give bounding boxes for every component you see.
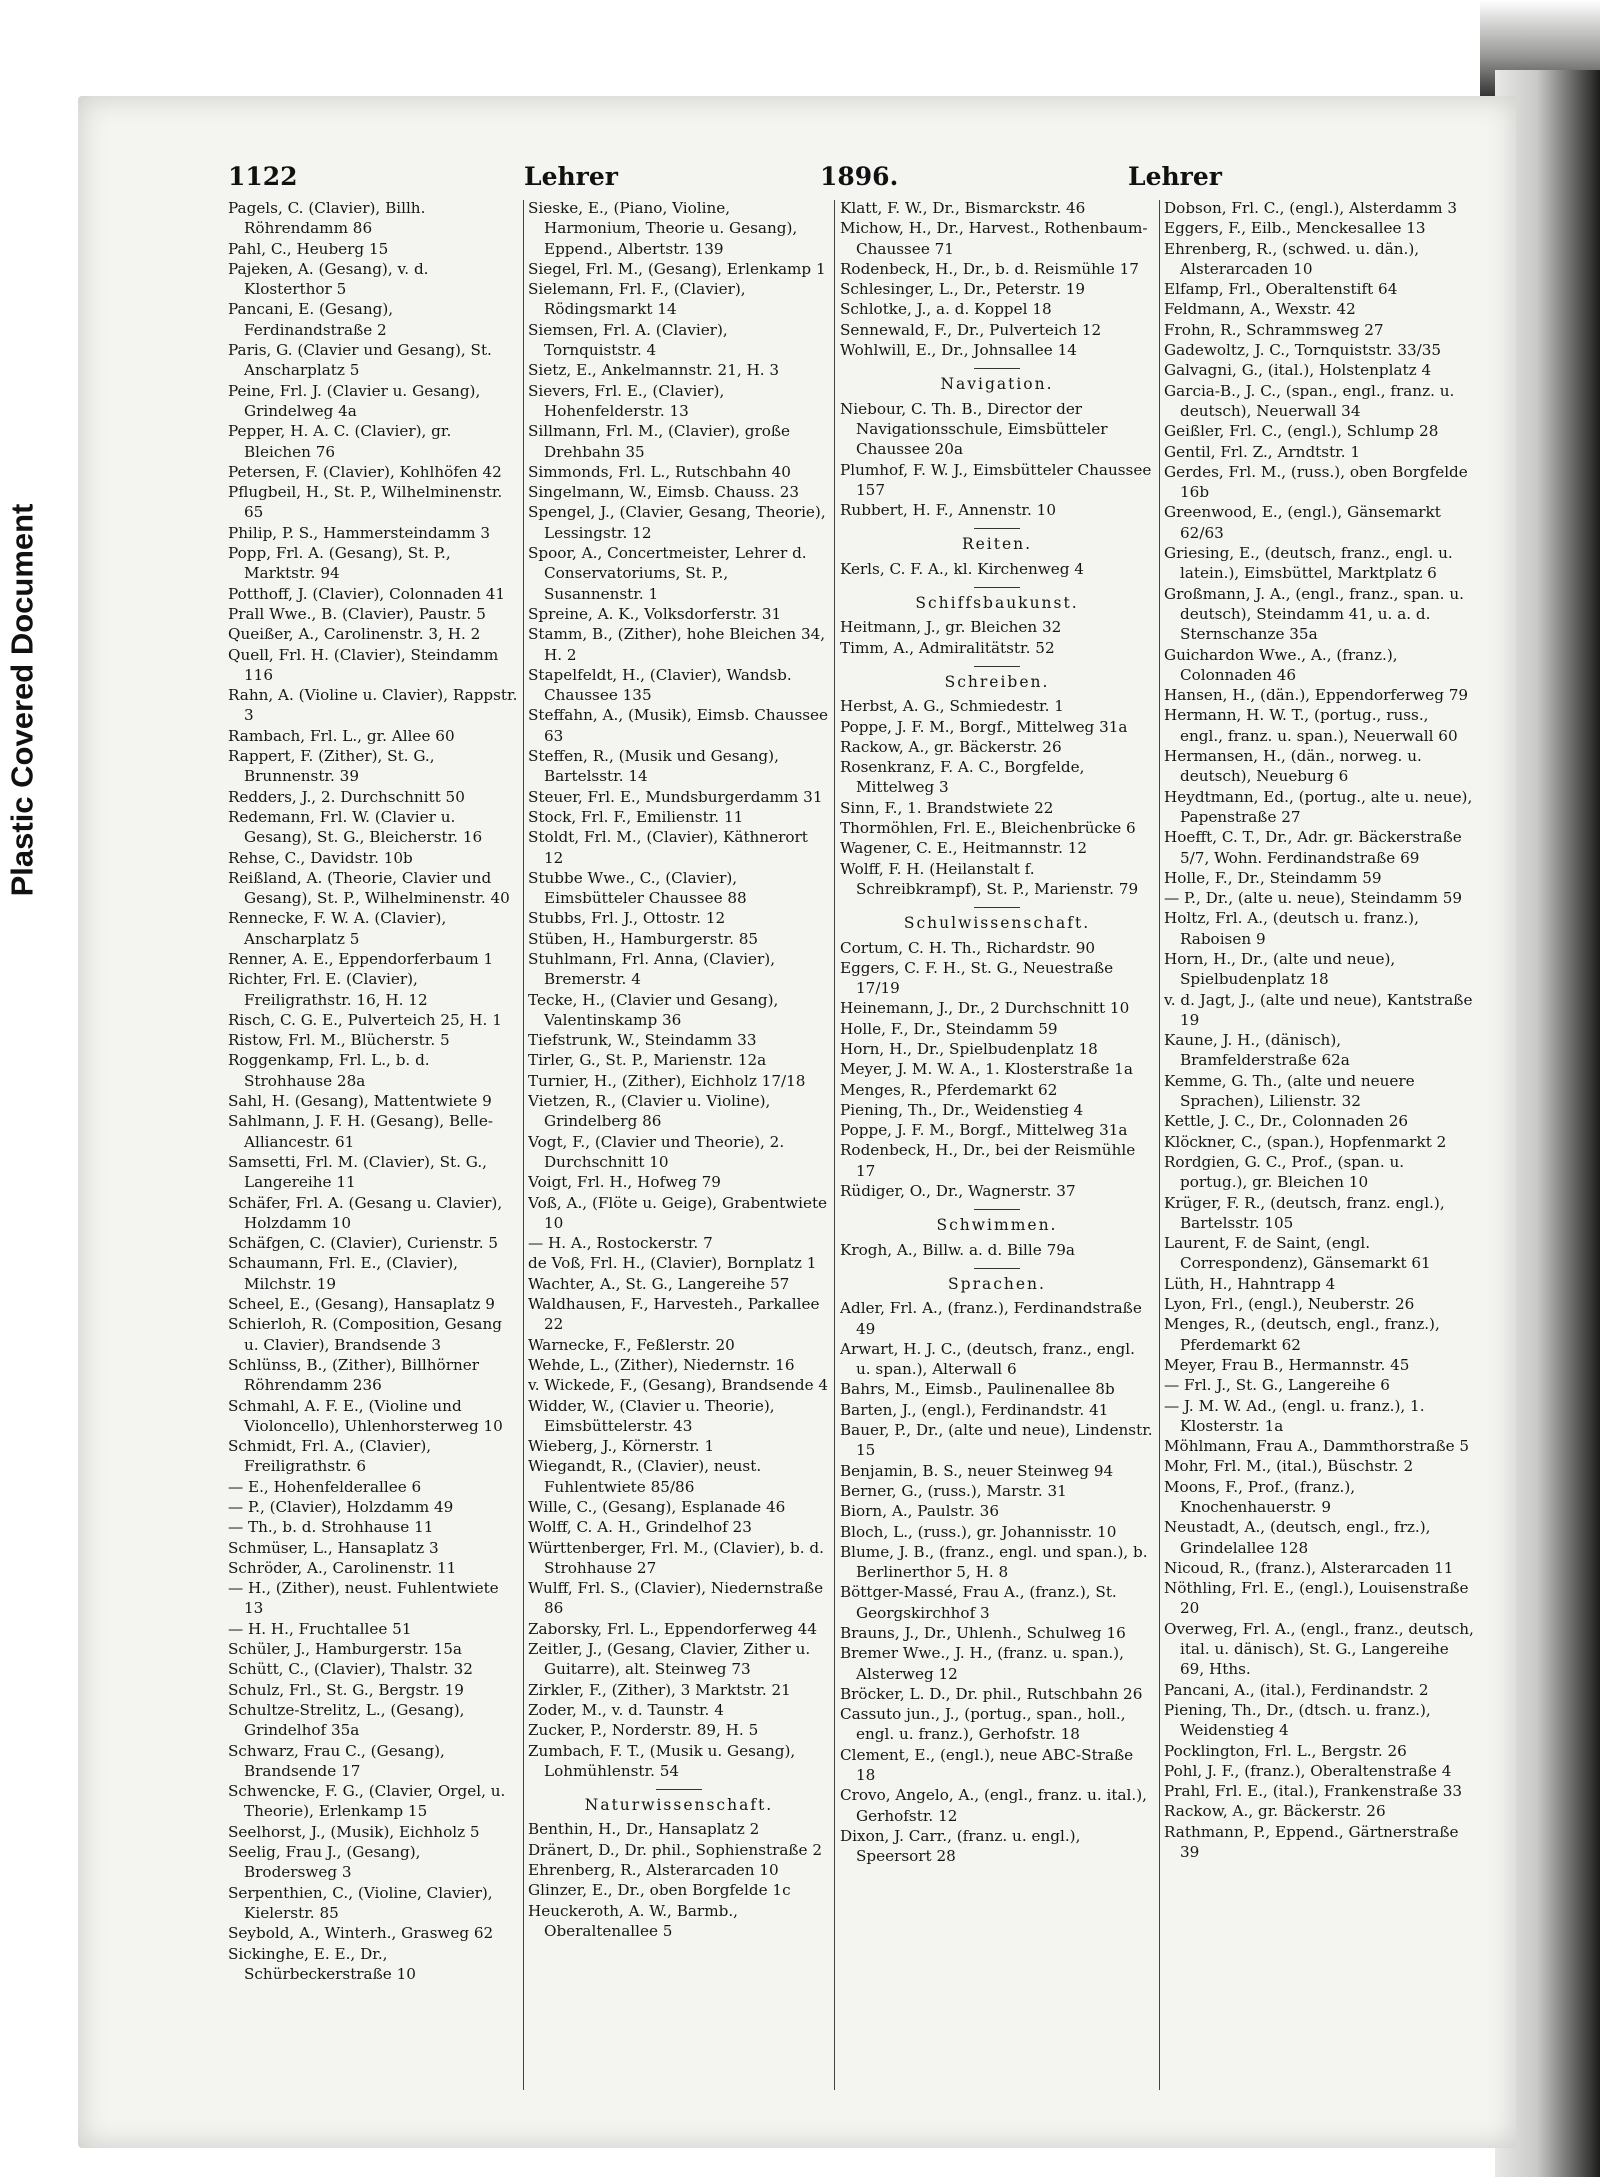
directory-entry: Stock, Frl. F., Emilienstr. 11 — [528, 807, 744, 826]
section-heading: Sprachen. — [840, 1268, 1154, 1294]
directory-entry: Richter, Frl. E. (Clavier), Freiligrathstr. 16, H. 12 — [228, 970, 428, 1009]
directory-entry: Seybold, A., Winterh., Grasweg 62 — [228, 1924, 494, 1943]
directory-entry: Stubbe Wwe., C., (Clavier), Eimsbütteler Chaussee 88 — [528, 868, 747, 908]
directory-entry: Schlotke, J., a. d. Koppel 18 — [840, 300, 1052, 319]
directory-entry: Rordgien, G. C., Prof., (span. u. portug.), gr. Bleichen 10 — [1164, 1152, 1405, 1192]
directory-entry: Vogt, F., (Clavier und Theorie), 2. Durchschnitt 10 — [528, 1132, 785, 1171]
directory-entry: Hoefft, C. T., Dr., Adr. gr. Bäckerstraße 5/7, Wohn. Ferdinandstraße 69 — [1164, 828, 1462, 867]
directory-entry: Bremer Wwe., J. H., (franz. u. span.), Alsterweg 12 — [840, 1644, 1124, 1683]
directory-entry: Pflugbeil, H., St. P., Wilhelminenstr. 65 — [228, 483, 503, 522]
directory-entry: Wolff, C. A. H., Grindelhof 23 — [528, 1518, 752, 1537]
directory-entry: Frohn, R., Schrammsweg 27 — [1164, 320, 1384, 339]
directory-entry: Krüger, F. R., (deutsch, franz. engl.), Bartelsstr. 105 — [1164, 1193, 1445, 1232]
directory-entry: Schwencke, F. G., (Clavier, Orgel, u. Theorie), Erlenkamp 15 — [228, 1782, 506, 1821]
directory-entry: Rathmann, P., Eppend., Gärtnerstraße 39 — [1164, 1822, 1459, 1862]
directory-entry: Cortum, C. H. Th., Richardstr. 90 — [840, 938, 1096, 957]
directory-entry: Plumhof, F. W. J., Eimsbütteler Chaussee 157 — [840, 460, 1152, 499]
directory-entry: Pajeken, A. (Gesang), v. d. Klosterthor 5 — [228, 259, 429, 299]
directory-entry: Ristow, Frl. M., Blücherstr. 5 — [228, 1031, 450, 1050]
directory-entry: Thormöhlen, Frl. E., Bleichenbrücke 6 — [840, 819, 1136, 838]
section-heading: Naturwissenschaft. — [528, 1789, 830, 1815]
column-divider — [1159, 200, 1160, 2090]
directory-entry: Zaborsky, Frl. L., Eppendorferweg 44 — [528, 1619, 817, 1638]
directory-entry: Pancani, E. (Gesang), Ferdinandstraße 2 — [228, 300, 394, 339]
directory-entry: Pagels, C. (Clavier), Billh. Röhrendamm 86 — [228, 199, 426, 238]
column-divider — [834, 200, 835, 2090]
directory-entry: Wehde, L., (Zither), Niedernstr. 16 — [528, 1355, 795, 1374]
directory-entry: Griesing, E., (deutsch, franz., engl. u. latein.), Eimsbüttel, Marktplatz 6 — [1164, 544, 1453, 583]
directory-entry: — P., Dr., (alte u. neue), Steindamm 59 — [1164, 889, 1463, 908]
directory-entry: Sietz, E., Ankelmannstr. 21, H. 3 — [528, 361, 780, 380]
header-right-title: Lehrer — [1128, 162, 1222, 191]
directory-entry: Biorn, A., Paulstr. 36 — [840, 1502, 1000, 1521]
directory-entry: Seelig, Frau J., (Gesang), Brodersweg 3 — [228, 1843, 421, 1882]
directory-entry: Risch, C. G. E., Pulverteich 25, H. 1 — [228, 1010, 502, 1029]
directory-entry: Paris, G. (Clavier und Gesang), St. Anscharplatz 5 — [228, 341, 492, 380]
directory-entry: Warnecke, F., Feßlerstr. 20 — [528, 1335, 735, 1354]
directory-entry: Steffen, R., (Musik und Gesang), Bartelsstr. 14 — [528, 747, 779, 786]
directory-entry: Elfamp, Frl., Oberaltenstift 64 — [1164, 280, 1398, 299]
directory-entry: Heydtmann, Ed., (portug., alte u. neue), Papenstraße 27 — [1164, 787, 1473, 826]
directory-entry: Sickinghe, E. E., Dr., Schürbeckerstraße 10 — [228, 1944, 416, 1983]
directory-entry: Reißland, A. (Theorie, Clavier und Gesang), St. P., Wilhelminenstr. 40 — [228, 868, 510, 908]
directory-entry: de Voß, Frl. H., (Clavier), Bornplatz 1 — [528, 1254, 817, 1273]
directory-entry: Meyer, J. M. W. A., 1. Klosterstraße 1a — [840, 1060, 1133, 1079]
directory-entry: Turnier, H., (Zither), Eichholz 17/18 — [528, 1071, 806, 1090]
directory-entry: Rehse, C., Davidstr. 10b — [228, 848, 413, 867]
directory-entry: Schlesinger, L., Dr., Peterstr. 19 — [840, 280, 1086, 299]
directory-entry: Berner, G., (russ.), Marstr. 31 — [840, 1481, 1067, 1500]
directory-entry: Tirler, G., St. P., Marienstr. 12a — [528, 1051, 767, 1070]
directory-entry: Schäfgen, C. (Clavier), Curienstr. 5 — [228, 1234, 499, 1253]
directory-entry: Roggenkamp, Frl. L., b. d. Strohhause 28a — [228, 1051, 430, 1090]
directory-entry: Philip, P. S., Hammersteindamm 3 — [228, 523, 491, 542]
directory-entry: Dränert, D., Dr. phil., Sophienstraße 2 — [528, 1840, 823, 1859]
directory-entry: Benjamin, B. S., neuer Steinweg 94 — [840, 1461, 1114, 1480]
directory-entry: Serpenthien, C., (Violine, Clavier), Kielerstr. 85 — [228, 1883, 493, 1922]
directory-entry: Prahl, Frl. E., (ital.), Frankenstraße 33 — [1164, 1782, 1463, 1801]
directory-entry: Tecke, H., (Clavier und Gesang), Valentinskamp 36 — [528, 990, 779, 1029]
section-heading: Schwimmen. — [840, 1209, 1154, 1235]
plastic-covered-stamp — [0, 400, 44, 1000]
directory-entry: Stüben, H., Hamburgerstr. 85 — [528, 929, 759, 948]
directory-entry: Michow, H., Dr., Harvest., Rothenbaum-Chaussee 71 — [840, 219, 1148, 258]
directory-entry: Klöckner, C., (span.), Hopfenmarkt 2 — [1164, 1132, 1447, 1151]
section-heading: Schiffsbaukunst. — [840, 587, 1154, 613]
directory-entry: Krogh, A., Billw. a. d. Bille 79a — [840, 1240, 1075, 1259]
directory-entry: Voß, A., (Flöte u. Geige), Grabentwiete 10 — [528, 1193, 828, 1232]
directory-entry: Meyer, Frau B., Hermannstr. 45 — [1164, 1355, 1410, 1374]
directory-entry: Sielemann, Frl. F., (Clavier), Rödingsmarkt 14 — [528, 280, 746, 319]
directory-entry: Timm, A., Admiralitätstr. 52 — [840, 638, 1055, 657]
directory-entry: Niebour, C. Th. B., Director der Navigationsschule, Eimsbütteler Chaussee 20a — [840, 399, 1108, 459]
directory-entry: Cassuto jun., J., (portug., span., holl., engl. u. franz.), Gerhofstr. 18 — [840, 1705, 1126, 1744]
directory-entry: Bröcker, L. D., Dr. phil., Rutschbahn 26 — [840, 1684, 1143, 1703]
directory-entry: Pocklington, Frl. L., Bergstr. 26 — [1164, 1741, 1407, 1760]
directory-entry: Wiegandt, R., (Clavier), neust. Fuhlentwiete 85/86 — [528, 1457, 762, 1496]
column-1 — [228, 198, 518, 2096]
directory-entry: — J. M. W. Ad., (engl. u. franz.), 1. Klosterstr. 1a — [1164, 1396, 1425, 1435]
directory-entry: Rüdiger, O., Dr., Wagnerstr. 37 — [840, 1182, 1076, 1201]
directory-entry: Sieske, E., (Piano, Violine, Harmonium, Theorie u. Gesang), Eppend., Albertstr. 139 — [528, 199, 798, 258]
directory-entry: Schmidt, Frl. A., (Clavier), Freiligrathstr. 6 — [228, 1437, 432, 1476]
directory-entry: Simmonds, Frl. L., Rutschbahn 40 — [528, 462, 791, 481]
directory-entry: Petersen, F. (Clavier), Kohlhöfen 42 — [228, 462, 502, 481]
directory-entry: Tiefstrunk, W., Steindamm 33 — [528, 1031, 757, 1050]
directory-entry: Stuhlmann, Frl. Anna, (Clavier), Bremerstr. 4 — [528, 949, 776, 989]
directory-entry: Schaumann, Frl. E., (Clavier), Milchstr. 19 — [228, 1254, 458, 1293]
directory-entry: Horn, H., Dr., Spielbudenplatz 18 — [840, 1039, 1098, 1058]
directory-entry: Voigt, Frl. H., Hofweg 79 — [528, 1173, 721, 1192]
directory-entry: Kerls, C. F. A., kl. Kirchenweg 4 — [840, 559, 1084, 578]
directory-entry: v. d. Jagt, J., (alte und neue), Kantstraße 19 — [1164, 990, 1473, 1029]
directory-entry: Heinemann, J., Dr., 2 Durchschnitt 10 — [840, 999, 1130, 1018]
directory-entry: Piening, Th., Dr., Weidenstieg 4 — [840, 1100, 1084, 1119]
directory-entry: Gentil, Frl. Z., Arndtstr. 1 — [1164, 442, 1361, 461]
directory-entry: Pepper, H. A. C. (Clavier), gr. Bleichen 76 — [228, 422, 452, 461]
directory-entry: Zucker, P., Norderstr. 89, H. 5 — [528, 1721, 759, 1740]
directory-entry: Württenberger, Frl. M., (Clavier), b. d. Strohhause 27 — [528, 1538, 824, 1577]
directory-entry: Zumbach, F. T., (Musik u. Gesang), Lohmühlenstr. 54 — [528, 1741, 796, 1780]
directory-entry: Eggers, C. F. H., St. G., Neuestraße 17/19 — [840, 958, 1114, 998]
directory-entry: Redders, J., 2. Durchschnitt 50 — [228, 787, 465, 806]
directory-entry: Schäfer, Frl. A. (Gesang u. Clavier), Holzdamm 10 — [228, 1193, 503, 1232]
directory-entry: Poppe, J. F. M., Borgf., Mittelweg 31a — [840, 717, 1128, 736]
directory-entry: Zeitler, J., (Gesang, Clavier, Zither u. Guitarre), alt. Steinweg 73 — [528, 1640, 811, 1679]
directory-entry: Zoder, M., v. d. Taunstr. 4 — [528, 1700, 724, 1719]
stamp-label: Plastic Covered Document — [4, 503, 40, 897]
directory-entry: Ehrenberg, R., Alsterarcaden 10 — [528, 1861, 779, 1880]
section-heading: Schreiben. — [840, 666, 1154, 692]
column-2 — [528, 198, 830, 2096]
directory-entry: Dixon, J. Carr., (franz. u. engl.), Speersort 28 — [840, 1826, 1081, 1866]
directory-entry: Rosenkranz, F. A. C., Borgfelde, Mittelweg 3 — [840, 758, 1085, 797]
directory-entry: Hansen, H., (dän.), Eppendorferweg 79 — [1164, 686, 1469, 705]
directory-entry: Holtz, Frl. A., (deutsch u. franz.), Raboisen 9 — [1164, 909, 1419, 948]
directory-entry: Dobson, Frl. C., (engl.), Alsterdamm 3 — [1164, 199, 1458, 217]
directory-entry: Singelmann, W., Eimsb. Chauss. 23 — [528, 483, 800, 502]
directory-entry: Heitmann, J., gr. Bleichen 32 — [840, 618, 1062, 637]
directory-entry: Zirkler, F., (Zither), 3 Marktstr. 21 — [528, 1680, 791, 1699]
directory-entry: Wulff, Frl. S., (Clavier), Niedernstraße 86 — [528, 1579, 824, 1618]
directory-entry: Wolff, F. H. (Heilanstalt f. Schreibkrampf), St. P., Marienstr. 79 — [840, 859, 1139, 898]
directory-entry: Rahn, A. (Violine u. Clavier), Rappstr. 3 — [228, 686, 518, 725]
directory-entry: Schwarz, Frau C., (Gesang), Brandsende 17 — [228, 1741, 445, 1780]
directory-entry: Eggers, F., Eilb., Menckesallee 13 — [1164, 219, 1426, 238]
directory-entry: Lüth, H., Hahntrapp 4 — [1164, 1274, 1336, 1293]
directory-entry: Sahl, H. (Gesang), Mattentwiete 9 — [228, 1092, 492, 1111]
directory-entry: Stamm, B., (Zither), hohe Bleichen 34, H. 2 — [528, 625, 826, 664]
directory-entry: Gadewoltz, J. C., Tornquiststr. 33/35 — [1164, 341, 1442, 360]
directory-entry: Bauer, P., Dr., (alte und neue), Lindenstr. 15 — [840, 1421, 1153, 1460]
directory-entry: Neustadt, A., (deutsch, engl., frz.), Grindelallee 128 — [1164, 1518, 1431, 1557]
directory-entry: Siegel, Frl. M., (Gesang), Erlenkamp 1 — [528, 259, 826, 278]
directory-entry: Lyon, Frl., (engl.), Neuberstr. 26 — [1164, 1295, 1415, 1314]
directory-entry: Stapelfeldt, H., (Clavier), Wandsb. Chaussee 135 — [528, 665, 792, 705]
directory-entry: Schlünss, B., (Zither), Billhörner Röhrendamm 236 — [228, 1355, 479, 1395]
directory-entry: Wieberg, J., Körnerstr. 1 — [528, 1437, 715, 1456]
directory-entry: Prall Wwe., B. (Clavier), Paustr. 5 — [228, 604, 486, 623]
directory-entry: Schmahl, A. F. E., (Violine und Violoncello), Uhlenhorsterweg 10 — [228, 1396, 503, 1435]
header-left-title: Lehrer — [524, 162, 618, 191]
directory-entry: Schmüser, L., Hansaplatz 3 — [228, 1538, 439, 1557]
directory-entry: Möhlmann, Frau A., Dammthorstraße 5 — [1164, 1437, 1470, 1456]
directory-entry: — P., (Clavier), Holzdamm 49 — [228, 1498, 454, 1516]
directory-entry: v. Wickede, F., (Gesang), Brandsende 4 — [528, 1376, 829, 1395]
directory-entry: Schultze-Strelitz, L., (Gesang), Grindelhof 35a — [228, 1700, 465, 1740]
section-heading: Schulwissenschaft. — [840, 907, 1154, 933]
directory-entry: Mohr, Frl. M., (ital.), Büschstr. 2 — [1164, 1457, 1414, 1476]
directory-entry: — Th., b. d. Strohhause 11 — [228, 1518, 434, 1537]
directory-entry: Rackow, A., gr. Bäckerstr. 26 — [1164, 1802, 1386, 1821]
directory-entry: Nöthling, Frl. E., (engl.), Louisenstraße 20 — [1164, 1579, 1469, 1618]
directory-entry: Sennewald, F., Dr., Pulverteich 12 — [840, 320, 1102, 339]
directory-entry: Wille, C., (Gesang), Esplanade 46 — [528, 1498, 786, 1516]
directory-entry: Menges, R., Pferdemarkt 62 — [840, 1080, 1058, 1099]
directory-entry: Sillmann, Frl. M., (Clavier), große Drehbahn 35 — [528, 422, 790, 461]
section-heading: Navigation. — [840, 368, 1154, 394]
directory-entry: Clement, E., (engl.), neue ABC-Straße 18 — [840, 1745, 1134, 1785]
directory-entry: Sievers, Frl. E., (Clavier), Hohenfelderstr. 13 — [528, 381, 725, 420]
directory-entry: Pancani, A., (ital.), Ferdinandstr. 2 — [1164, 1680, 1429, 1699]
directory-entry: — H. A., Rostockerstr. 7 — [528, 1234, 713, 1253]
directory-entry: Schüler, J., Hamburgerstr. 15a — [228, 1640, 462, 1659]
directory-entry: Holle, F., Dr., Steindamm 59 — [840, 1019, 1058, 1038]
directory-entry: Steuer, Frl. E., Mundsburgerdamm 31 — [528, 787, 823, 806]
directory-entry: — E., Hohenfelderallee 6 — [228, 1477, 422, 1496]
directory-entry: Kemme, G. Th., (alte und neuere Sprachen), Lilienstr. 32 — [1164, 1071, 1415, 1111]
directory-entry: Waldhausen, F., Harvesteh., Parkallee 22 — [528, 1295, 820, 1334]
directory-entry: Galvagni, G., (ital.), Holstenplatz 4 — [1164, 361, 1432, 380]
directory-entry: Bahrs, M., Eimsb., Paulinenallee 8b — [840, 1380, 1115, 1399]
directory-entry: Widder, W., (Clavier u. Theorie), Eimsbüttelerstr. 43 — [528, 1396, 775, 1435]
directory-entry: Böttger-Massé, Frau A., (franz.), St. Georgskirchhof 3 — [840, 1583, 1117, 1622]
page-header — [228, 162, 1222, 196]
directory-entry: Nicoud, R., (franz.), Alsterarcaden 11 — [1164, 1558, 1454, 1577]
directory-entry: Rackow, A., gr. Bäckerstr. 26 — [840, 737, 1062, 756]
directory-entry: Kaune, J. H., (dänisch), Bramfelderstraße 62a — [1164, 1031, 1350, 1070]
column-3 — [840, 198, 1154, 2096]
directory-entry: Poppe, J. F. M., Borgf., Mittelweg 31a — [840, 1121, 1128, 1140]
directory-entry: Schierloh, R. (Composition, Gesang u. Clavier), Brandsende 3 — [228, 1315, 502, 1354]
directory-entry: Rappert, F. (Zither), St. G., Brunnenstr. 39 — [228, 747, 435, 786]
section-heading: Reiten. — [840, 528, 1154, 554]
directory-entry: Rodenbeck, H., Dr., b. d. Reismühle 17 — [840, 259, 1139, 278]
directory-entry: Geißler, Frl. C., (engl.), Schlump 28 — [1164, 422, 1439, 441]
directory-entry: Bloch, L., (russ.), gr. Johannisstr. 10 — [840, 1522, 1117, 1541]
directory-entry: Rubbert, H. F., Annenstr. 10 — [840, 501, 1056, 520]
directory-entry: Overweg, Frl. A., (engl., franz., deutsch, ital. u. dänisch), St. G., Langereihe 69, Hths. — [1164, 1619, 1474, 1679]
directory-entry: Großmann, J. A., (engl., franz., span. u. deutsch), Steindamm 41, u. a. d. Sternschanze 35a — [1164, 584, 1464, 644]
directory-entry: Schütt, C., (Clavier), Thalstr. 32 — [228, 1660, 473, 1679]
directory-entry: Ehrenberg, R., (schwed. u. dän.), Alsterarcaden 10 — [1164, 239, 1420, 278]
directory-entry: Schröder, A., Carolinenstr. 11 — [228, 1558, 457, 1577]
directory-entry: Rambach, Frl. L., gr. Allee 60 — [228, 726, 455, 745]
directory-entry: — Frl. J., St. G., Langereihe 6 — [1164, 1376, 1390, 1395]
directory-entry: Klatt, F. W., Dr., Bismarckstr. 46 — [840, 199, 1086, 217]
directory-entry: Popp, Frl. A. (Gesang), St. P., Marktstr. 94 — [228, 544, 451, 583]
directory-entry: Stubbs, Frl. J., Ottostr. 12 — [528, 909, 726, 928]
directory-entry: Pohl, J. F., (franz.), Oberaltenstraße 4 — [1164, 1761, 1452, 1780]
directory-entry: Kettle, J. C., Dr., Colonnaden 26 — [1164, 1112, 1409, 1131]
directory-entry: Moons, F., Prof., (franz.), Knochenhauerstr. 9 — [1164, 1477, 1356, 1516]
directory-entry: Sahlmann, J. F. H. (Gesang), Belle-Alliancestr. 61 — [228, 1112, 494, 1151]
directory-entry: Greenwood, E., (engl.), Gänsemarkt 62/63 — [1164, 503, 1441, 542]
page-number: 1122 — [228, 162, 298, 191]
directory-entry: Spengel, J., (Clavier, Gesang, Theorie), Lessingstr. 12 — [528, 503, 826, 542]
directory-entry: Piening, Th., Dr., (dtsch. u. franz.), Weidenstieg 4 — [1164, 1700, 1431, 1740]
directory-entry: Heuckeroth, A. W., Barmb., Oberaltenallee 5 — [528, 1901, 738, 1940]
directory-entry: Steffahn, A., (Musik), Eimsb. Chaussee 63 — [528, 706, 829, 745]
directory-entry: Peine, Frl. J. (Clavier u. Gesang), Grindelweg 4a — [228, 381, 481, 420]
directory-entry: Crovo, Angelo, A., (engl., franz. u. ital.), Gerhofstr. 12 — [840, 1786, 1147, 1825]
directory-entry: Spreine, A. K., Volksdorferstr. 31 — [528, 604, 782, 623]
header-year: 1896. — [820, 162, 899, 191]
directory-entry: Vietzen, R., (Clavier u. Violine), Grindelberg 86 — [528, 1092, 771, 1131]
directory-entry: Herbst, A. G., Schmiedestr. 1 — [840, 697, 1064, 716]
directory-entry: Sinn, F., 1. Brandstwiete 22 — [840, 798, 1054, 817]
directory-entry: — H., (Zither), neust. Fuhlentwiete 13 — [228, 1579, 499, 1618]
directory-entry: Adler, Frl. A., (franz.), Ferdinandstraße 49 — [840, 1299, 1142, 1338]
directory-entry: Schulz, Frl., St. G., Bergstr. 19 — [228, 1680, 464, 1699]
directory-entry: — H. H., Fruchtallee 51 — [228, 1619, 412, 1638]
directory-entry: Renner, A. E., Eppendorferbaum 1 — [228, 949, 494, 968]
column-4 — [1164, 198, 1476, 2096]
directory-entry: Gerdes, Frl. M., (russ.), oben Borgfelde 16b — [1164, 462, 1468, 502]
directory-entry: Rennecke, F. W. A. (Clavier), Anscharplatz 5 — [228, 909, 447, 948]
directory-entry: Wachter, A., St. G., Langereihe 57 — [528, 1274, 790, 1293]
directory-entry: Queißer, A., Carolinenstr. 3, H. 2 — [228, 625, 481, 644]
directory-entry: Scheel, E., (Gesang), Hansaplatz 9 — [228, 1295, 495, 1314]
directory-entry: Horn, H., Dr., (alte und neue), Spielbudenplatz 18 — [1164, 949, 1396, 989]
directory-entry: Hermansen, H., (dän., norweg. u. deutsch), Neueburg 6 — [1164, 747, 1422, 786]
directory-entry: Benthin, H., Dr., Hansaplatz 2 — [528, 1820, 760, 1839]
directory-entry: Arwart, H. J. C., (deutsch, franz., engl. u. span.), Alterwall 6 — [840, 1339, 1135, 1379]
directory-entry: Wohlwill, E., Dr., Johnsallee 14 — [840, 341, 1077, 360]
directory-entry: Potthoff, J. (Clavier), Colonnaden 41 — [228, 584, 506, 603]
directory-entry: Samsetti, Frl. M. (Clavier), St. G., Langereihe 11 — [228, 1152, 488, 1192]
directory-entry: Hermann, H. W. T., (portug., russ., engl., franz. u. span.), Neuerwall 60 — [1164, 706, 1458, 745]
directory-entry: Spoor, A., Concertmeister, Lehrer d. Conservatoriums, St. P., Susannenstr. 1 — [528, 544, 807, 603]
directory-entry: Rodenbeck, H., Dr., bei der Reismühle 17 — [840, 1141, 1136, 1180]
directory-entry: Barten, J., (engl.), Ferdinandstr. 41 — [840, 1400, 1109, 1419]
directory-entry: Seelhorst, J., (Musik), Eichholz 5 — [228, 1822, 480, 1841]
column-divider — [523, 200, 524, 2090]
directory-entry: Holle, F., Dr., Steindamm 59 — [1164, 868, 1382, 887]
directory-entry: Garcia-B., J. C., (span., engl., franz. u. deutsch), Neuerwall 34 — [1164, 381, 1455, 420]
directory-entry: Laurent, F. de Saint, (engl. Correspondenz), Gänsemarkt 61 — [1164, 1234, 1431, 1273]
directory-entry: Brauns, J., Dr., Uhlenh., Schulweg 16 — [840, 1624, 1126, 1642]
directory-entry: Wagener, C. E., Heitmannstr. 12 — [840, 839, 1088, 858]
directory-entry: Redemann, Frl. W. (Clavier u. Gesang), St. G., Bleicherstr. 16 — [228, 807, 483, 847]
directory-entry: Feldmann, A., Wexstr. 42 — [1164, 300, 1356, 319]
directory-entry: Pahl, C., Heuberg 15 — [228, 239, 389, 258]
directory-entry: Siemsen, Frl. A. (Clavier), Tornquiststr. 4 — [528, 320, 728, 360]
directory-entry: Blume, J. B., (franz., engl. und span.), b. Berlinerthor 5, H. 8 — [840, 1542, 1148, 1582]
directory-entry: Quell, Frl. H. (Clavier), Steindamm 116 — [228, 645, 499, 684]
directory-entry: Menges, R., (deutsch, engl., franz.), Pferdemarkt 62 — [1164, 1315, 1440, 1354]
directory-entry: Guichardon Wwe., A., (franz.), Colonnaden 46 — [1164, 645, 1398, 684]
directory-entry: Glinzer, E., Dr., oben Borgfelde 1c — [528, 1881, 791, 1900]
directory-entry: Stoldt, Frl. M., (Clavier), Käthnerort 12 — [528, 828, 808, 867]
